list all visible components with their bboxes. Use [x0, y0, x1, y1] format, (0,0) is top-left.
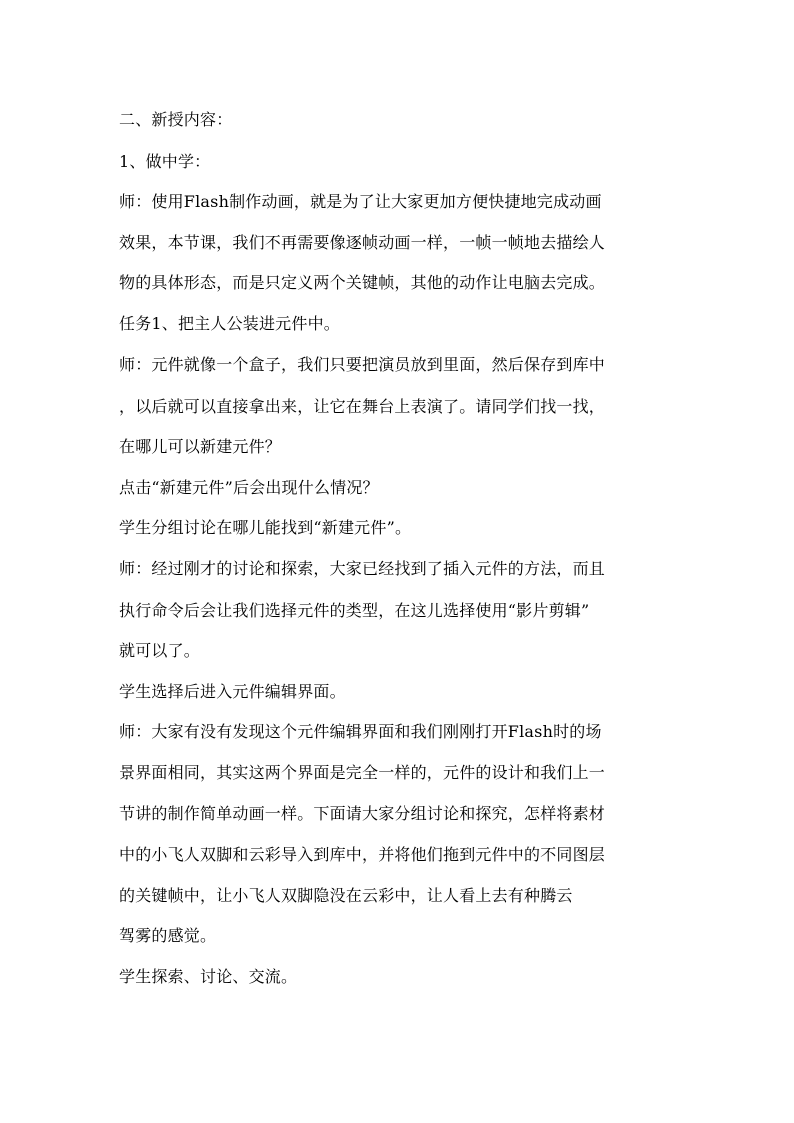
paragraph-line: 就可以了。: [119, 641, 201, 660]
paragraph-line: 物的具体形态，而是只定义两个关键帧，其他的动作让电脑去完成。: [119, 273, 606, 292]
subsection-heading: 1、做中学：: [119, 152, 211, 171]
paragraph-line: 学生探索、讨论、交流。: [119, 967, 298, 986]
paragraph-line: 效果，本节课，我们不再需要像逐帧动画一样，一帧一帧地去描绘人: [119, 233, 606, 252]
paragraph-line: 的关键帧中，让小飞人双脚隐没在云彩中，让人看上去有种腾云: [119, 886, 573, 905]
paragraph-line: 学生选择后进入元件编辑界面。: [119, 682, 346, 701]
paragraph-line: 师：使用Flash制作动画，就是为了让大家更加方便快捷地完成动画: [119, 192, 602, 211]
paragraph-line: 在哪儿可以新建元件？: [119, 437, 282, 456]
paragraph-line: 中的小飞人双脚和云彩导入到库中，并将他们拖到元件中的不同图层: [119, 845, 606, 864]
paragraph-line: 师：元件就像一个盒子，我们只要把演员放到里面，然后保存到库中: [119, 355, 606, 374]
paragraph-line: 执行命令后会让我们选择元件的类型，在这儿选择使用“影片剪辑”: [119, 601, 590, 620]
paragraph-line: 点击“新建元件”后会出现什么情况？: [119, 478, 379, 497]
section-heading: 二、新授内容：: [119, 110, 233, 129]
paragraph-line: 景界面相同，其实这两个界面是完全一样的，元件的设计和我们上一: [119, 763, 606, 782]
task-heading: 任务1、把主人公装进元件中。: [119, 314, 340, 333]
paragraph-line: 节讲的制作简单动画一样。下面请大家分组讨论和探究，怎样将素材: [119, 804, 606, 823]
paragraph-line: ，以后就可以直接拿出来，让它在舞台上表演了。请同学们找一找，: [119, 397, 606, 416]
paragraph-line: 驾雾的感觉。: [119, 926, 217, 945]
paragraph-line: 师：经过刚才的讨论和探索，大家已经找到了插入元件的方法，而且: [119, 559, 606, 578]
paragraph-line: 学生分组讨论在哪儿能找到“新建元件”。: [119, 518, 412, 537]
paragraph-line: 师：大家有没有发现这个元件编辑界面和我们刚刚打开Flash时的场: [119, 722, 602, 741]
